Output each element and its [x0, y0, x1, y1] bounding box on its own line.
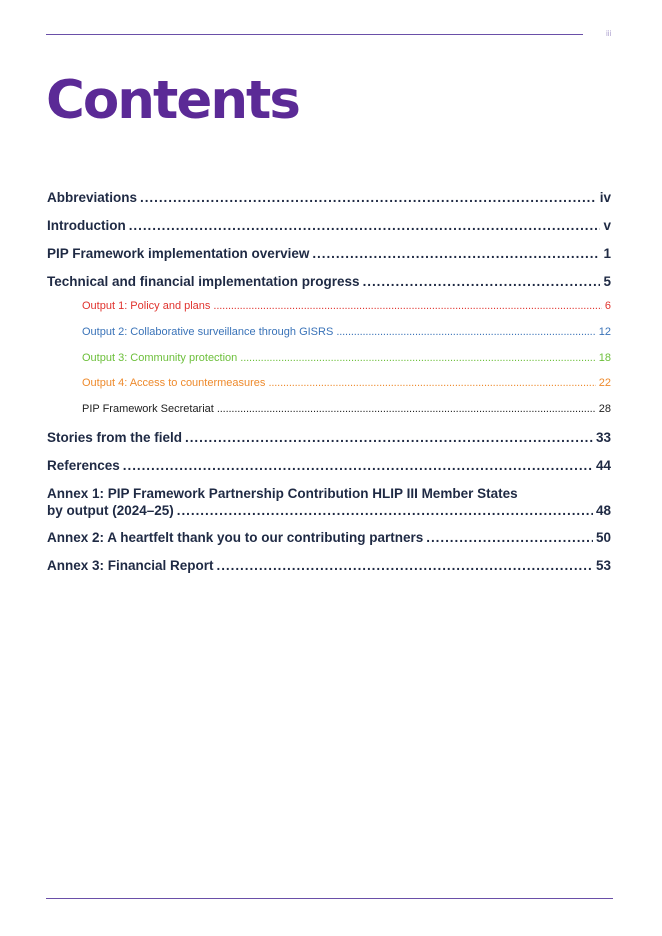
toc-entry-page: v: [603, 218, 611, 233]
toc-entry-output-1[interactable]: [82, 300, 611, 312]
toc-entry-label: Annex 3: Financial Report: [47, 558, 214, 573]
toc-entry-page: iv: [599, 190, 611, 205]
dot-leader: [140, 190, 597, 205]
toc-entry-page: 12: [598, 326, 611, 338]
dot-leader: [217, 558, 593, 573]
toc-entry-label: PIP Framework Secretariat: [82, 403, 214, 415]
toc-entry-annex-1[interactable]: [47, 486, 611, 518]
toc-entry-label: Technical and financial implementation progress: [47, 274, 360, 289]
dot-leader: [129, 218, 601, 233]
toc-entry-label: Stories from the field: [47, 430, 183, 445]
toc-entry-page: 6: [604, 300, 611, 312]
page-title: Contents: [46, 70, 299, 131]
dot-leader: [177, 503, 593, 518]
dot-leader: [240, 352, 595, 364]
toc-entry-page: 50: [595, 530, 611, 545]
toc-entry-page: 22: [598, 377, 611, 389]
toc-entry-label-line-2: by output (2024–25): [47, 503, 174, 518]
toc-entry-label: Introduction: [47, 218, 126, 233]
toc-entry-secretariat[interactable]: [82, 403, 611, 415]
toc-entry-output-3[interactable]: [82, 352, 611, 364]
toc-entry-abbreviations[interactable]: [47, 190, 611, 205]
header-rule: [46, 34, 583, 35]
dot-leader: [426, 530, 593, 545]
toc-entry-label: Abbreviations: [47, 190, 138, 205]
toc-entry-label-line-1: Annex 1: PIP Framework Partnership Contribution HLIP III Member States: [47, 486, 518, 501]
toc-entry-label: Output 3: Community protection: [82, 352, 238, 364]
toc-entry-label: Output 4: Access to countermeasures: [82, 377, 266, 389]
toc-entry-page: 44: [595, 458, 611, 473]
toc-entry-page: 1: [603, 246, 611, 261]
toc-entry-progress[interactable]: [47, 274, 611, 289]
toc-entry-page: 48: [595, 503, 611, 518]
footer-rule: [46, 898, 613, 899]
toc-entry-page: 33: [595, 430, 611, 445]
toc-entry-introduction[interactable]: [47, 218, 611, 233]
toc-entry-references[interactable]: [47, 458, 611, 473]
dot-leader: [312, 246, 600, 261]
dot-leader: [185, 430, 593, 445]
toc-entry-label: Annex 2: A heartfelt thank you to our contributing partners: [47, 530, 424, 545]
page-number: iii: [606, 29, 612, 38]
dot-leader: [213, 300, 601, 312]
toc-entry-annex-2[interactable]: [47, 530, 611, 545]
toc-entry-output-4[interactable]: [82, 377, 611, 389]
toc-entry-label: Output 1: Policy and plans: [82, 300, 211, 312]
toc-entry-annex-3[interactable]: [47, 558, 611, 573]
toc-entry-page: 5: [603, 274, 611, 289]
dot-leader: [363, 274, 601, 289]
dot-leader: [268, 377, 595, 389]
dot-leader: [217, 403, 596, 415]
dot-leader: [336, 326, 595, 338]
dot-leader: [123, 458, 593, 473]
toc-entry-stories[interactable]: [47, 430, 611, 445]
toc-entry-output-2[interactable]: [82, 326, 611, 338]
toc-entry-overview[interactable]: [47, 246, 611, 261]
toc-entry-page: 53: [595, 558, 611, 573]
toc-entry-label: References: [47, 458, 120, 473]
toc-entry-page: 18: [598, 352, 611, 364]
toc-entry-label: Output 2: Collaborative surveillance through GISRS: [82, 326, 334, 338]
toc-entry-label: PIP Framework implementation overview: [47, 246, 310, 261]
toc-entry-page: 28: [598, 403, 611, 415]
